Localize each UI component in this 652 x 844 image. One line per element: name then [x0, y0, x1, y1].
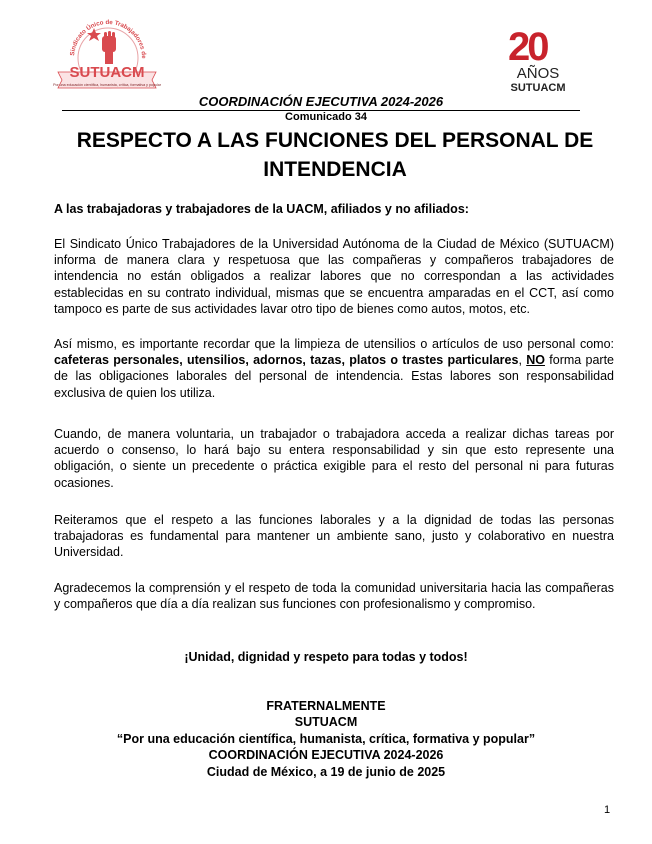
- paragraph-2-intro: Así mismo, es importante recordar que la limpieza de utensilios o artículos de uso personal como:: [54, 337, 614, 351]
- page-number: 1: [604, 804, 611, 816]
- paragraph-2-no: NO: [526, 353, 545, 368]
- twenty-years-logo: [504, 24, 580, 96]
- logo-motto: Por una educación científica, humanista, crítica, formativa y popular: [53, 83, 161, 87]
- paragraph-2-rest: forma parte de las obligaciones laborales del personal de intendencia. Estas labores son responsabilidad exclusiva de quien los utiliza.: [54, 353, 615, 400]
- signature-block: [0, 698, 652, 780]
- anniversary-number: 20: [508, 25, 547, 69]
- communique-number: Comunicado 34: [285, 111, 367, 123]
- coordination-heading: COORDINACIÓN EJECUTIVA 2024-2026: [62, 94, 580, 111]
- title-line-2: INTENDENCIA: [263, 158, 407, 181]
- closing-fraternally: FRATERNALMENTE: [266, 699, 386, 713]
- closing-place-date: Ciudad de México, a 19 de junio de 2025: [206, 764, 446, 779]
- closing-motto: “Por una educación científica, humanista, crítica, formativa y popular”: [116, 731, 536, 746]
- paragraph-5: Agradecemos la comprensión y el respeto de toda la comunidad universitaria hacia las compañeras y compañeros que día a día realizan sus funciones con profesionalismo y compromiso.: [54, 581, 614, 612]
- paragraph-1: El Sindicato Único Trabajadores de la Universidad Autónoma de la Ciudad de México (SUTUACM) informa de manera clara y respetuosa que las compañeras y compañeros trabajadores de intendencia no están obligados a realizar labores que no correspondan a las actividades establecidas en su contrato individual, mismas que se encuentra amparadas en el CCT, así como tampoco es parte de sus actividades lavar otro tipo de bienes como autos, motos, etc.: [54, 237, 614, 316]
- addressee: A las trabajadoras y trabajadores de la UACM, afiliados y no afiliados:: [54, 202, 469, 216]
- paragraph-3: Cuando, de manera voluntaria, un trabajador o trabajadora acceda a realizar dichas tareas por acuerdo o consenso, lo hará bajo su entera responsabilidad y sin que esto represente una obligación, o siente un precedente o práctica exigible para el resto del personal ni para futuras ocasiones.: [54, 427, 614, 490]
- page-title: [40, 126, 630, 184]
- sutuacm-logo: [52, 6, 162, 94]
- paragraph-2: [54, 336, 614, 401]
- svg-text:Sindicato Único de Trabajadore: [52, 6, 147, 59]
- paragraph-4: Reiteramos que el respeto a las funciones laborales y a la dignidad de todas las personas trabajadoras es fundamental para mantener un ambiente sano, justo y colaborativo en nuestra Universidad.: [54, 513, 614, 560]
- title-line-1: RESPECTO A LAS FUNCIONES DEL PERSONAL DE: [76, 129, 594, 152]
- paragraph-2-comma: ,: [518, 353, 527, 368]
- closing-union: SUTUACM: [294, 715, 358, 730]
- paragraph-2-items: cafeteras personales, utensilios, adornos, tazas, platos o trastes particulares: [54, 353, 519, 368]
- anniversary-name: SUTUACM: [510, 82, 566, 94]
- logo-arc-text: Sindicato Único de Trabajadores de: [69, 18, 148, 59]
- logo-name: SUTUACM: [69, 64, 145, 81]
- anniversary-years: AÑOS: [516, 65, 560, 82]
- slogan: ¡Unidad, dignidad y respeto para todas y todos!: [184, 650, 468, 664]
- closing-coordination: COORDINACIÓN EJECUTIVA 2024-2026: [208, 748, 444, 763]
